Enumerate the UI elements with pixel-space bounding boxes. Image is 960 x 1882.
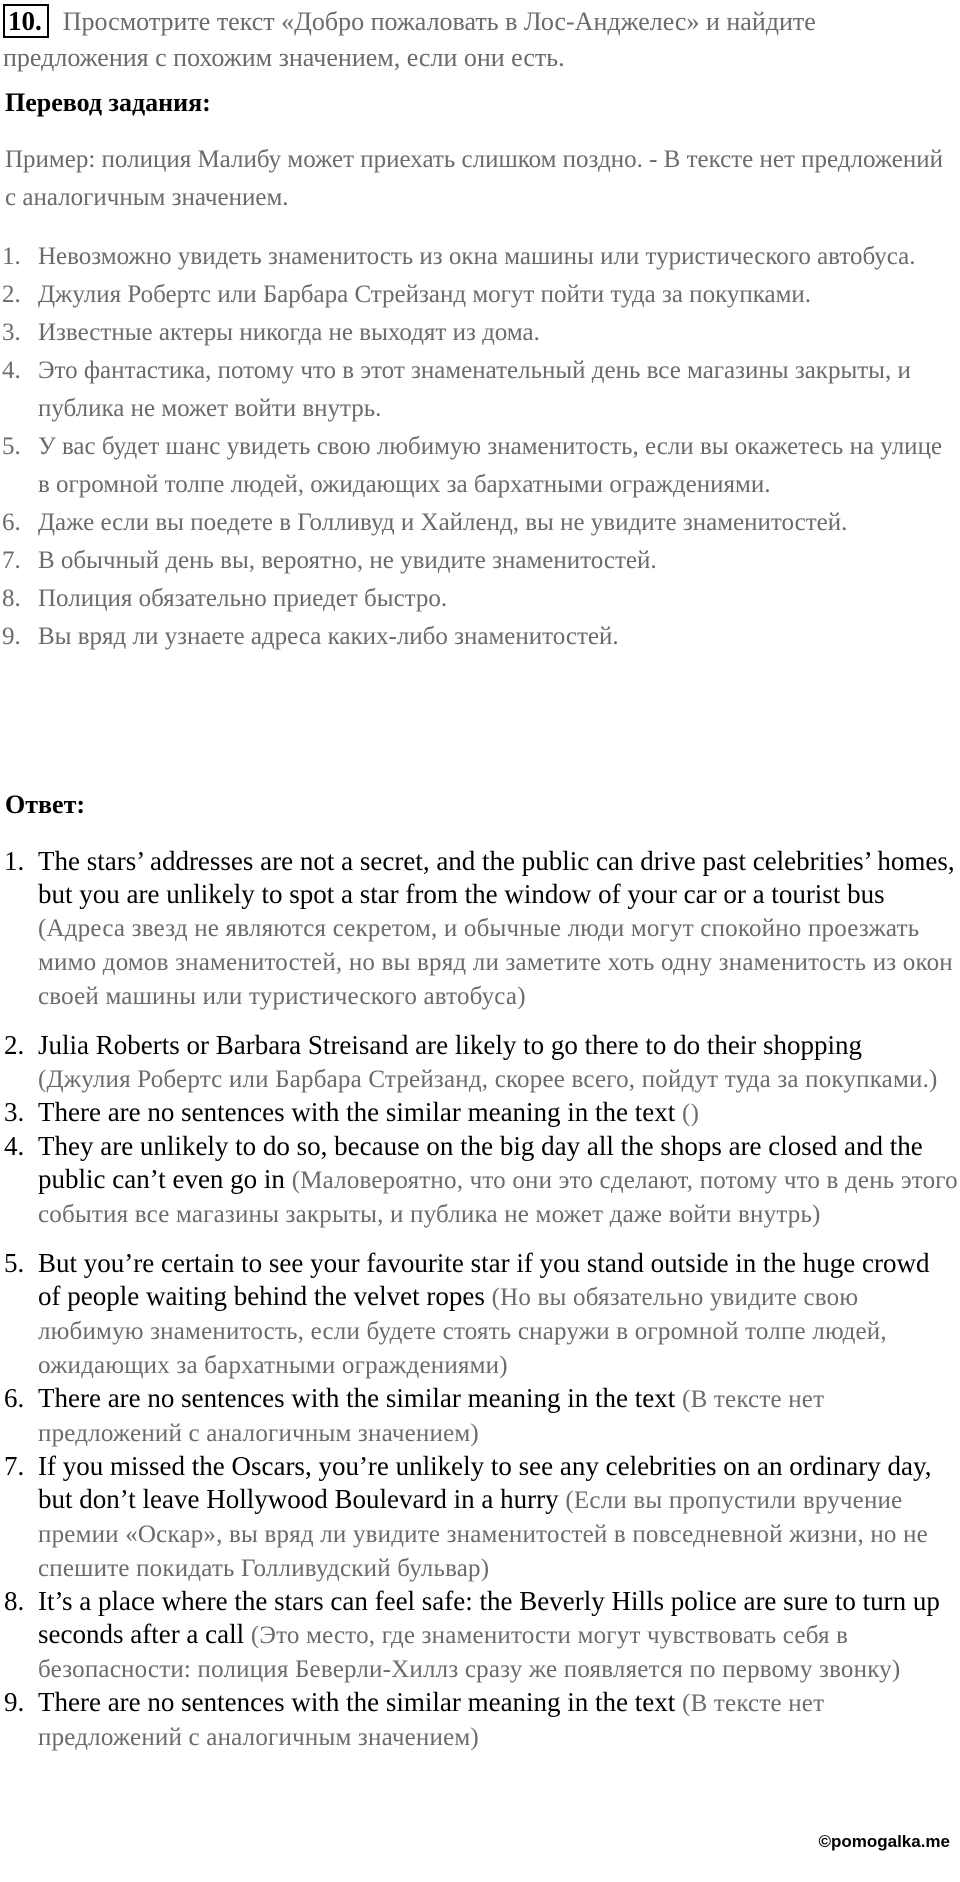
translation-list [0,238,955,656]
answer-item [0,1382,958,1450]
answer-russian: (Но вы обязательно увидите свою любимую знаменитость, если будете стоять снаружи в огромной толпе людей, ожидающих за бархатными ограждениями) [38,1284,887,1379]
example-text: Пример: полиция Малибу может приехать слишком поздно. - В тексте нет предложений с аналогичным значением. [5,146,944,211]
answer-english: But you’re certain to see your favourite star if you stand outside in the huge crowd of people waiting behind the velvet ropes [38,1248,930,1311]
item-text: Даже если вы поедете в Голливуд и Хайленд, вы не увидите знаменитостей. [38,509,848,536]
item-text: Известные актеры никогда не выходят из дома. [38,319,540,346]
item-number: 9. [4,1687,25,1717]
answer-english: If you missed the Oscars, you’re unlikely to see any celebrities on an ordinary day, but don’t leave Hollywood Boulevard in a hurry [38,1451,932,1514]
item-number: 3. [2,319,21,346]
item-number: 8. [4,1586,25,1616]
translation-heading: Перевод задания: [5,88,211,117]
item-text: Невозможно увидеть знаменитость из окна машины или туристического автобуса. [38,243,916,270]
answer-russian: (Адреса звезд не являются секретом, и обычные люди могут спокойно проезжать мимо домов знаменитостей, но вы вряд ли заметите хоть одну знаменитость из окон своей машины или туристического автобуса) [38,915,953,1010]
answer-item [0,845,958,1013]
answer-english: There are no sentences with the similar meaning in the text [38,1383,676,1413]
answer-russian: (Если вы пропустили вручение премии «Оскар», вы вряд ли увидите знаменитостей в повседневной жизни, но не спешите покидать Голливудский бульвар) [38,1487,928,1582]
item-text: Вы вряд ли узнаете адреса каких-либо знаменитостей. [38,623,619,650]
list-item [0,238,955,276]
item-number: 7. [4,1451,25,1481]
answer-item [0,1130,958,1231]
answer-item [0,1585,958,1686]
item-text: Джулия Робертс или Барбара Стрейзанд могут пойти туда за покупками. [38,281,812,308]
answer-russian: (В тексте нет предложений с аналогичным значением) [38,1690,825,1751]
list-item [0,314,955,352]
item-number: 8. [2,585,21,612]
item-number: 9. [2,623,21,650]
item-number: 3. [4,1097,25,1127]
item-text: В обычный день вы, вероятно, не увидите знаменитостей. [38,547,657,574]
answer-russian: (Это место, где знаменитости могут чувствовать себя в безопасности: полиция Беверли-Хиллз сразу же появляется по первому звонку) [38,1622,901,1683]
item-number: 6. [4,1383,25,1413]
list-item [0,504,955,542]
item-text: Это фантастика, потому что в этот знаменательный день все магазины закрыты, и публика не может войти внутрь. [38,357,911,422]
answer-item [0,1096,958,1130]
answer-item [0,1029,958,1096]
item-text: У вас будет шанс увидеть свою любимую знаменитость, если вы окажетесь на улице в огромной толпе людей, ожидающих за бархатными ограждениями. [38,433,943,498]
answer-english: There are no sentences with the similar meaning in the text [38,1097,676,1127]
item-number: 4. [4,1131,25,1161]
list-item [0,542,955,580]
answer-russian: (Маловероятно, что они это сделают, потому что в день этого события все магазины закрыты, и публика не может даже войти внутрь) [38,1167,958,1228]
list-item [0,580,955,618]
answer-english: The stars’ addresses are not a secret, and the public can drive past celebrities’ homes, but you are unlikely to spot a star from the window of your car or a tourist bus [38,846,955,909]
answer-english: Julia Roberts or Barbara Streisand are likely to go there to do their shopping [38,1030,863,1060]
list-item [0,618,955,656]
answer-english: It’s a place where the stars can feel safe: the Beverly Hills police are sure to turn up seconds after a call [38,1586,940,1649]
answer-heading: Ответ: [5,790,86,819]
answer-russian: (В тексте нет предложений с аналогичным значением) [38,1386,825,1447]
item-number: 1. [4,846,25,876]
item-number: 1. [2,243,21,270]
item-number: 5. [2,433,21,460]
answer-russian: (Джулия Робертс или Барбара Стрейзанд, скорее всего, пойдут туда за покупками.) [38,1066,938,1093]
site-watermark: ©pomogalka.me [818,1832,950,1851]
item-number: 2. [2,281,21,308]
answer-russian: () [682,1100,700,1127]
item-number: 4. [2,357,21,384]
list-item [0,428,955,504]
item-text: Полиция обязательно приедет быстро. [38,585,448,612]
item-number: 5. [4,1248,25,1278]
answer-list [0,845,958,1754]
item-number: 6. [2,509,21,536]
answer-english: There are no sentences with the similar meaning in the text [38,1687,676,1717]
answer-english: They are unlikely to do so, because on the big day all the shops are closed and the public can’t even go in [38,1131,923,1194]
answer-item [0,1450,958,1585]
answer-item [0,1247,958,1382]
list-item [0,276,955,314]
task-text: Просмотрите текст «Добро пожаловать в Лос-Анджелес» и найдите предложения с похожим значением, если они есть. [3,7,816,72]
task-prompt [3,4,953,76]
item-number: 2. [4,1030,25,1060]
item-number: 7. [2,547,21,574]
answer-item [0,1686,958,1754]
list-item [0,352,955,428]
task-number: 10. [3,4,49,38]
